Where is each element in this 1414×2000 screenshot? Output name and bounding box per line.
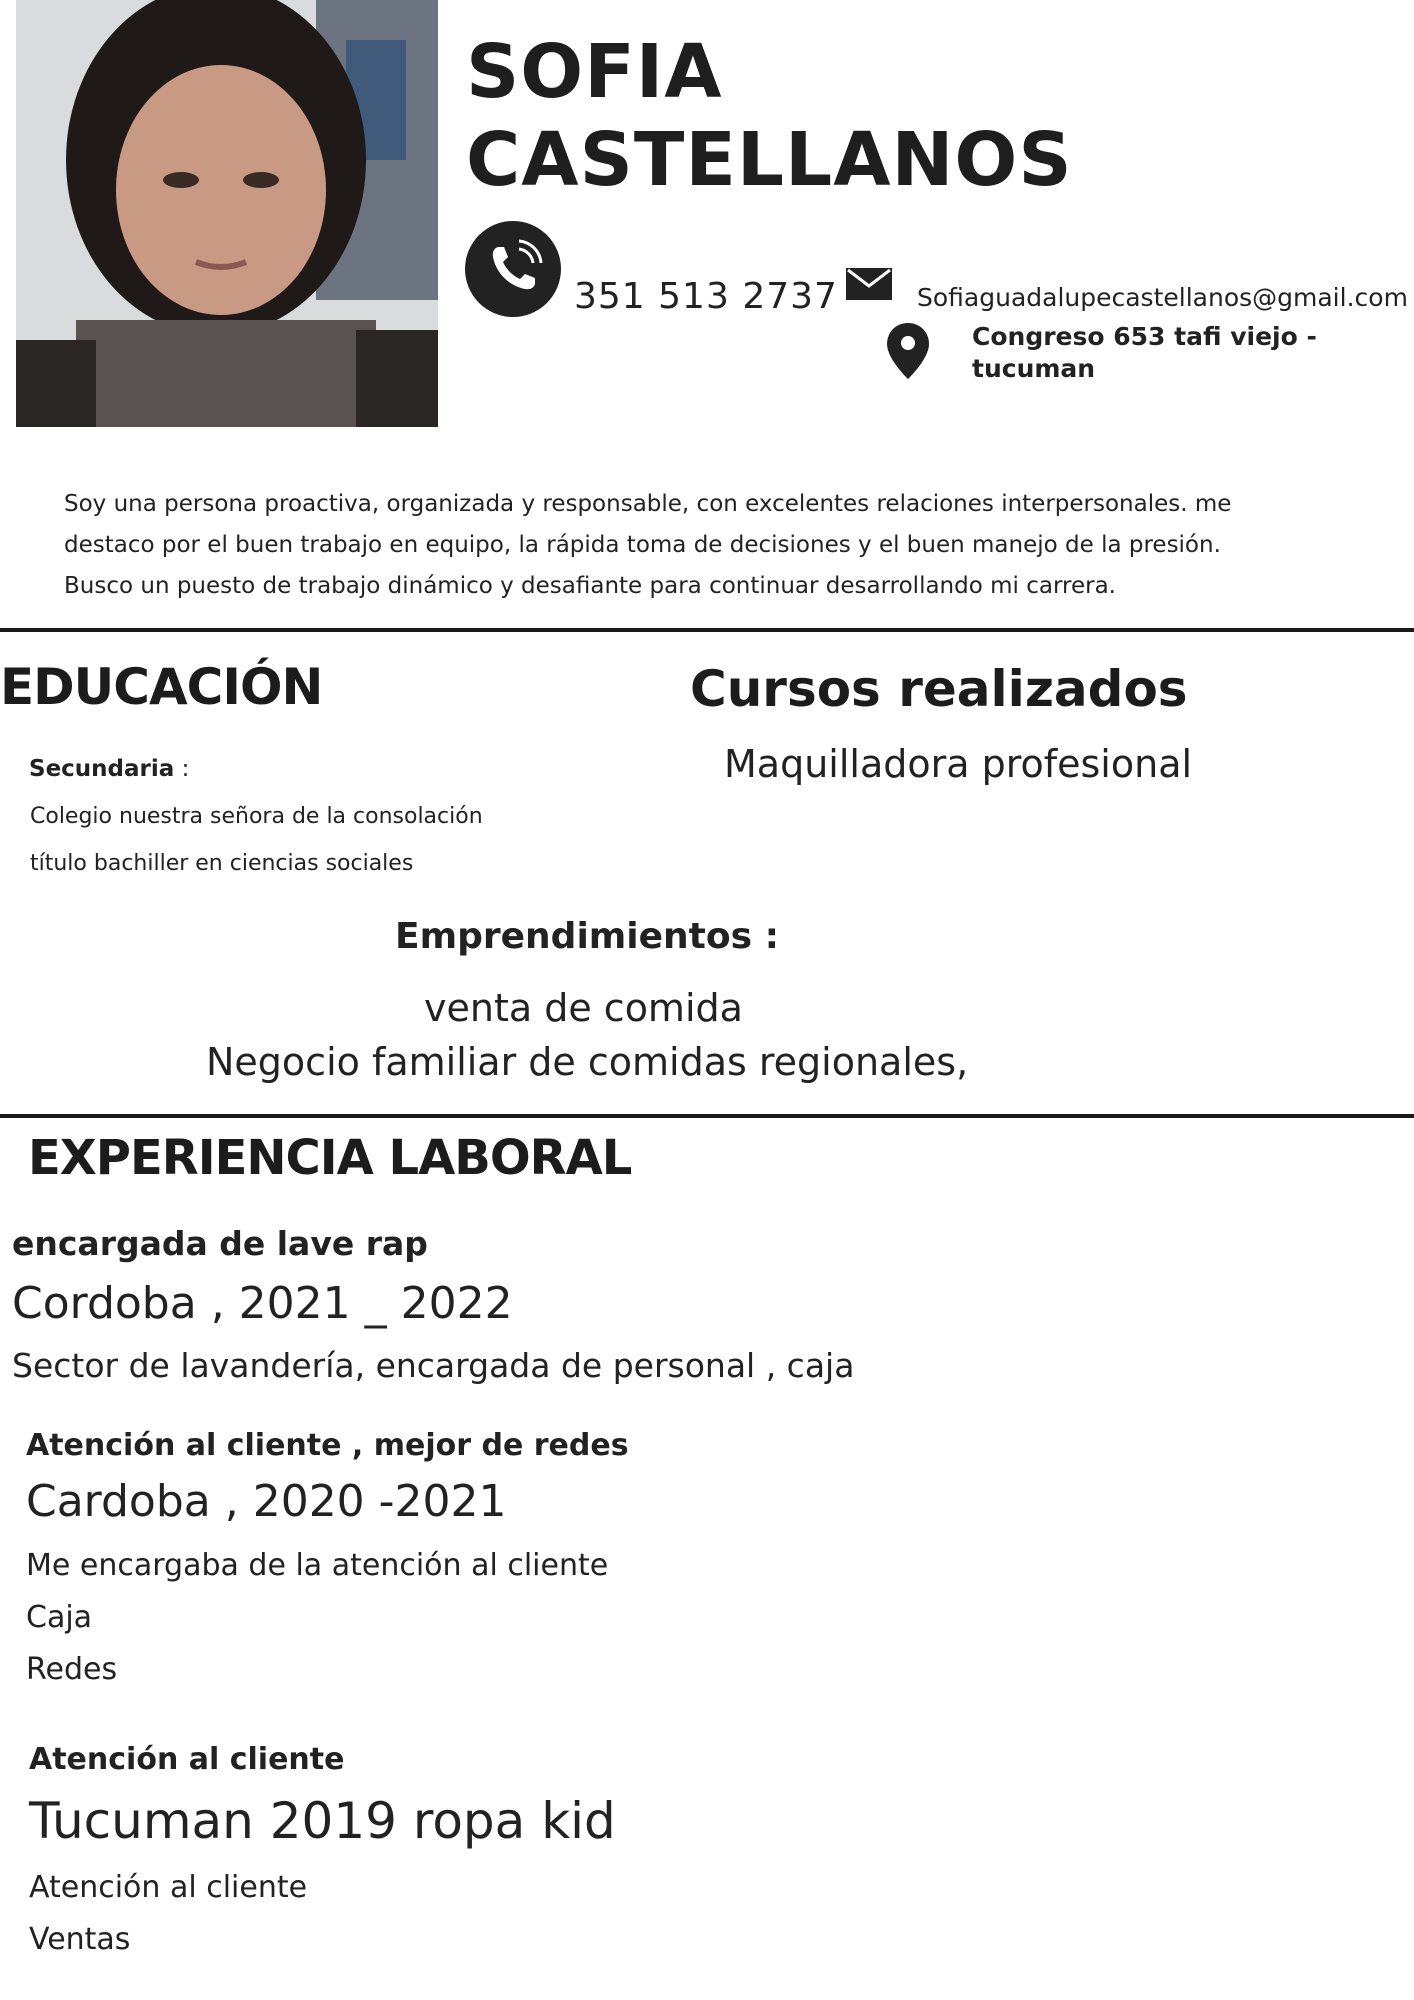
candidate-name — [466, 28, 1073, 204]
job-1-desc: Sector de lavandería, encargada de personal , caja — [12, 1346, 855, 1385]
courses-heading: Cursos realizados — [690, 660, 1188, 718]
job-2-desc-1: Me encargaba de la atención al cliente — [26, 1548, 609, 1583]
location-pin-icon — [887, 323, 929, 383]
job-3-desc-1: Atención al cliente — [29, 1870, 308, 1905]
phone-icon — [465, 221, 561, 317]
address-line-2: tucuman — [972, 354, 1096, 383]
mail-icon — [846, 268, 892, 304]
job-2-title: Atención al cliente , mejor de redes — [26, 1428, 629, 1463]
education-level — [29, 756, 189, 782]
ventures-heading: Emprendimientos : — [395, 916, 779, 957]
email-address: Sofiaguadalupecastellanos@gmail.com — [917, 283, 1408, 312]
education-level-suffix: : — [174, 756, 190, 782]
venture-line-2: Negocio familiar de comidas regionales, — [206, 1040, 969, 1084]
job-2-place: Cardoba , 2020 -2021 — [26, 1476, 507, 1527]
summary-line-3: Busco un puesto de trabajo dinámico y desafiante para continuar desarrollando mi carrera. — [64, 573, 1116, 599]
divider-bottom — [0, 1114, 1414, 1118]
job-2-desc-2: Caja — [26, 1600, 93, 1635]
job-3-desc-2: Ventas — [29, 1922, 131, 1957]
education-school: Colegio nuestra señora de la consolación — [30, 804, 483, 829]
job-3-place: Tucuman 2019 ropa kid — [29, 1792, 616, 1850]
summary-line-2: destaco por el buen trabajo en equipo, la rápida toma de decisiones y el buen manejo de la presión. — [64, 532, 1221, 558]
education-degree: título bachiller en ciencias sociales — [30, 851, 414, 876]
address-line-1: Congreso 653 tafi viejo - — [972, 322, 1317, 351]
course-item: Maquilladora profesional — [724, 742, 1193, 786]
education-heading: EDUCACIÓN — [0, 658, 323, 716]
job-3-title: Atención al cliente — [29, 1742, 345, 1777]
avatar-photo-icon — [16, 0, 438, 427]
experience-heading: EXPERIENCIA LABORAL — [28, 1130, 632, 1186]
name-first: SOFIA — [466, 29, 723, 115]
job-1-place: Cordoba , 2021 _ 2022 — [12, 1278, 513, 1329]
job-2-desc-3: Redes — [26, 1652, 118, 1687]
profile-photo — [16, 0, 438, 427]
name-last: CASTELLANOS — [466, 117, 1073, 203]
profile-summary — [64, 484, 1354, 607]
divider-top — [0, 628, 1414, 632]
phone-number: 351 513 2737 — [574, 276, 838, 317]
venture-line-1: venta de comida — [424, 986, 743, 1030]
address — [972, 321, 1317, 385]
education-level-label: Secundaria — [29, 756, 175, 782]
summary-line-1: Soy una persona proactiva, organizada y responsable, con excelentes relaciones interpersonales. me — [64, 491, 1232, 517]
job-1-title: encargada de lave rap — [12, 1224, 428, 1263]
